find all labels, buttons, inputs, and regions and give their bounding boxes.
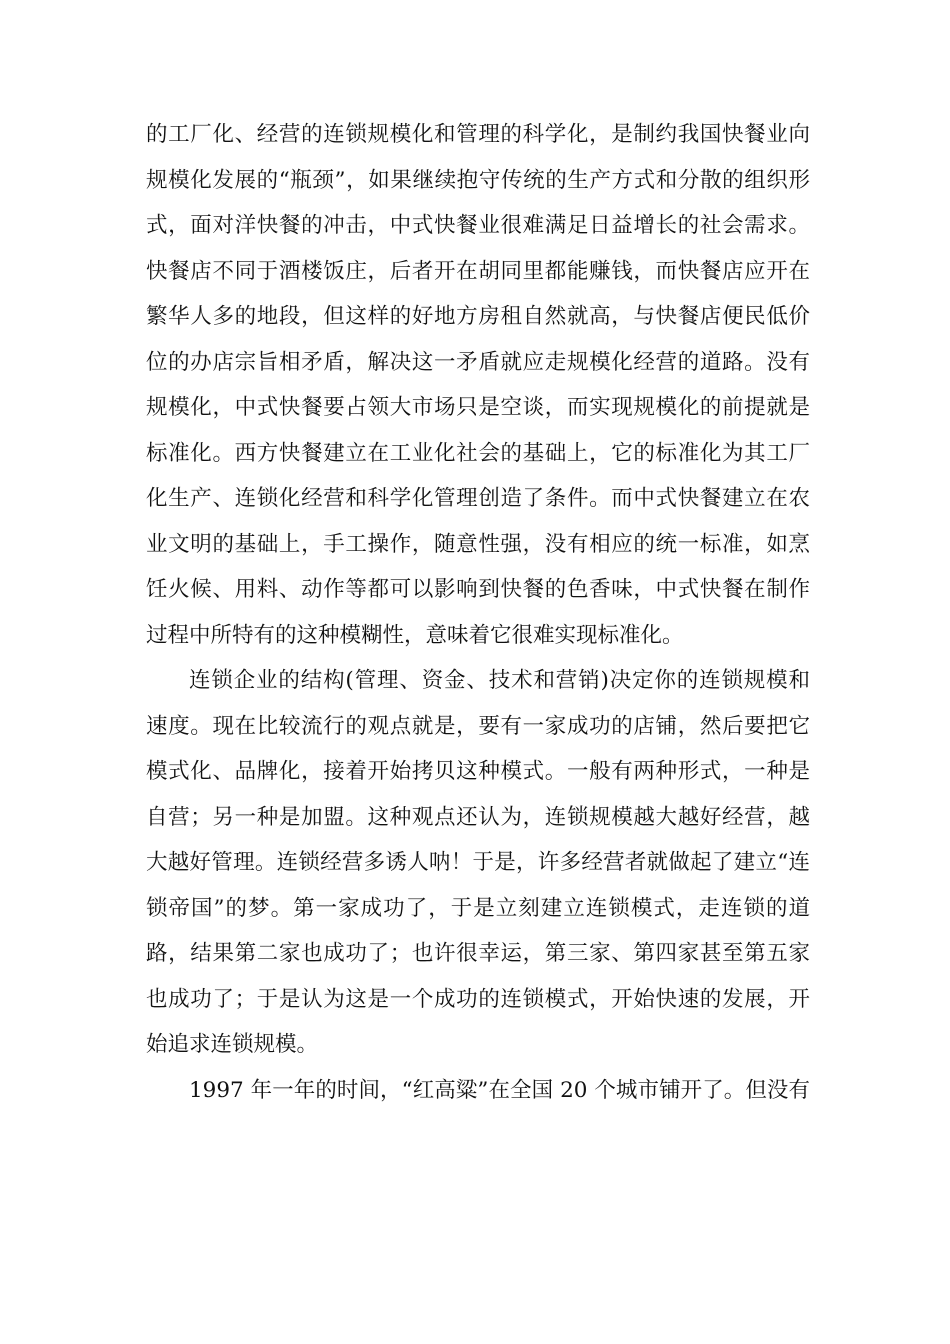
text-line: 标准化。西方快餐建立在工业化社会的基础上，它的标准化为其工厂: [146, 440, 810, 466]
text-line: 规模化，中式快餐要占领大市场只是空谈，而实现规模化的前提就是: [146, 395, 810, 420]
text-line: 锁帝国”的梦。第一家成功了，于是立刻建立连锁模式，走连锁的道: [146, 895, 810, 921]
text-line: 式，面对洋快餐的冲击，中式快餐业很难满足日益增长的社会需求。: [146, 213, 810, 238]
text-line: 繁华人多的地段，但这样的好地方房租自然就高，与快餐店便民低价: [146, 304, 810, 329]
text-line: 化生产、连锁化经营和科学化管理创造了条件。而中式快餐建立在农: [146, 486, 810, 511]
paragraph-1: [146, 112, 810, 658]
text-line: 1997 年一年的时间，“红高粱”在全国 20 个城市铺开了。但没有: [189, 1077, 810, 1103]
text-line: 路，结果第二家也成功了；也许很幸运，第三家、第四家甚至第五家: [146, 941, 810, 966]
paragraph-2: [146, 658, 810, 1068]
text-line: 始追求连锁规模。: [146, 1032, 319, 1057]
text-line: 速度。现在比较流行的观点就是，要有一家成功的店铺，然后要把它: [146, 713, 810, 739]
text-line: 快餐店不同于酒楼饭庄，后者开在胡同里都能赚钱，而快餐店应开在: [146, 258, 810, 284]
text-line: 业文明的基础上，手工操作，随意性强，没有相应的统一标准，如烹: [146, 531, 810, 557]
text-line: 饪火候、用料、动作等都可以影响到快餐的色香味，中式快餐在制作: [146, 577, 810, 602]
text-line: 模式化、品牌化，接着开始拷贝这种模式。一般有两种形式，一种是: [146, 759, 810, 784]
text-line: 也成功了；于是认为这是一个成功的连锁模式，开始快速的发展，开: [146, 986, 810, 1012]
text-line: 连锁企业的结构(管理、资金、技术和营销)决定你的连锁规模和: [189, 668, 810, 693]
text-line: 的工厂化、经营的连锁规模化和管理的科学化，是制约我国快餐业向: [146, 122, 810, 147]
text-line: 过程中所特有的这种模糊性，意味着它很难实现标准化。: [146, 622, 684, 648]
text-line: 大越好管理。连锁经营多诱人呐！于是，许多经营者就做起了建立“连: [146, 850, 810, 875]
body-text: [146, 112, 810, 1113]
text-line: 规模化发展的“瓶颈”，如果继续抱守传统的生产方式和分散的组织形: [146, 167, 810, 193]
text-line: 位的办店宗旨相矛盾，解决这一矛盾就应走规模化经营的道路。没有: [146, 349, 810, 375]
text-line: 自营；另一种是加盟。这种观点还认为，连锁规模越大越好经营，越: [146, 804, 810, 830]
paragraph-3: [146, 1068, 810, 1114]
